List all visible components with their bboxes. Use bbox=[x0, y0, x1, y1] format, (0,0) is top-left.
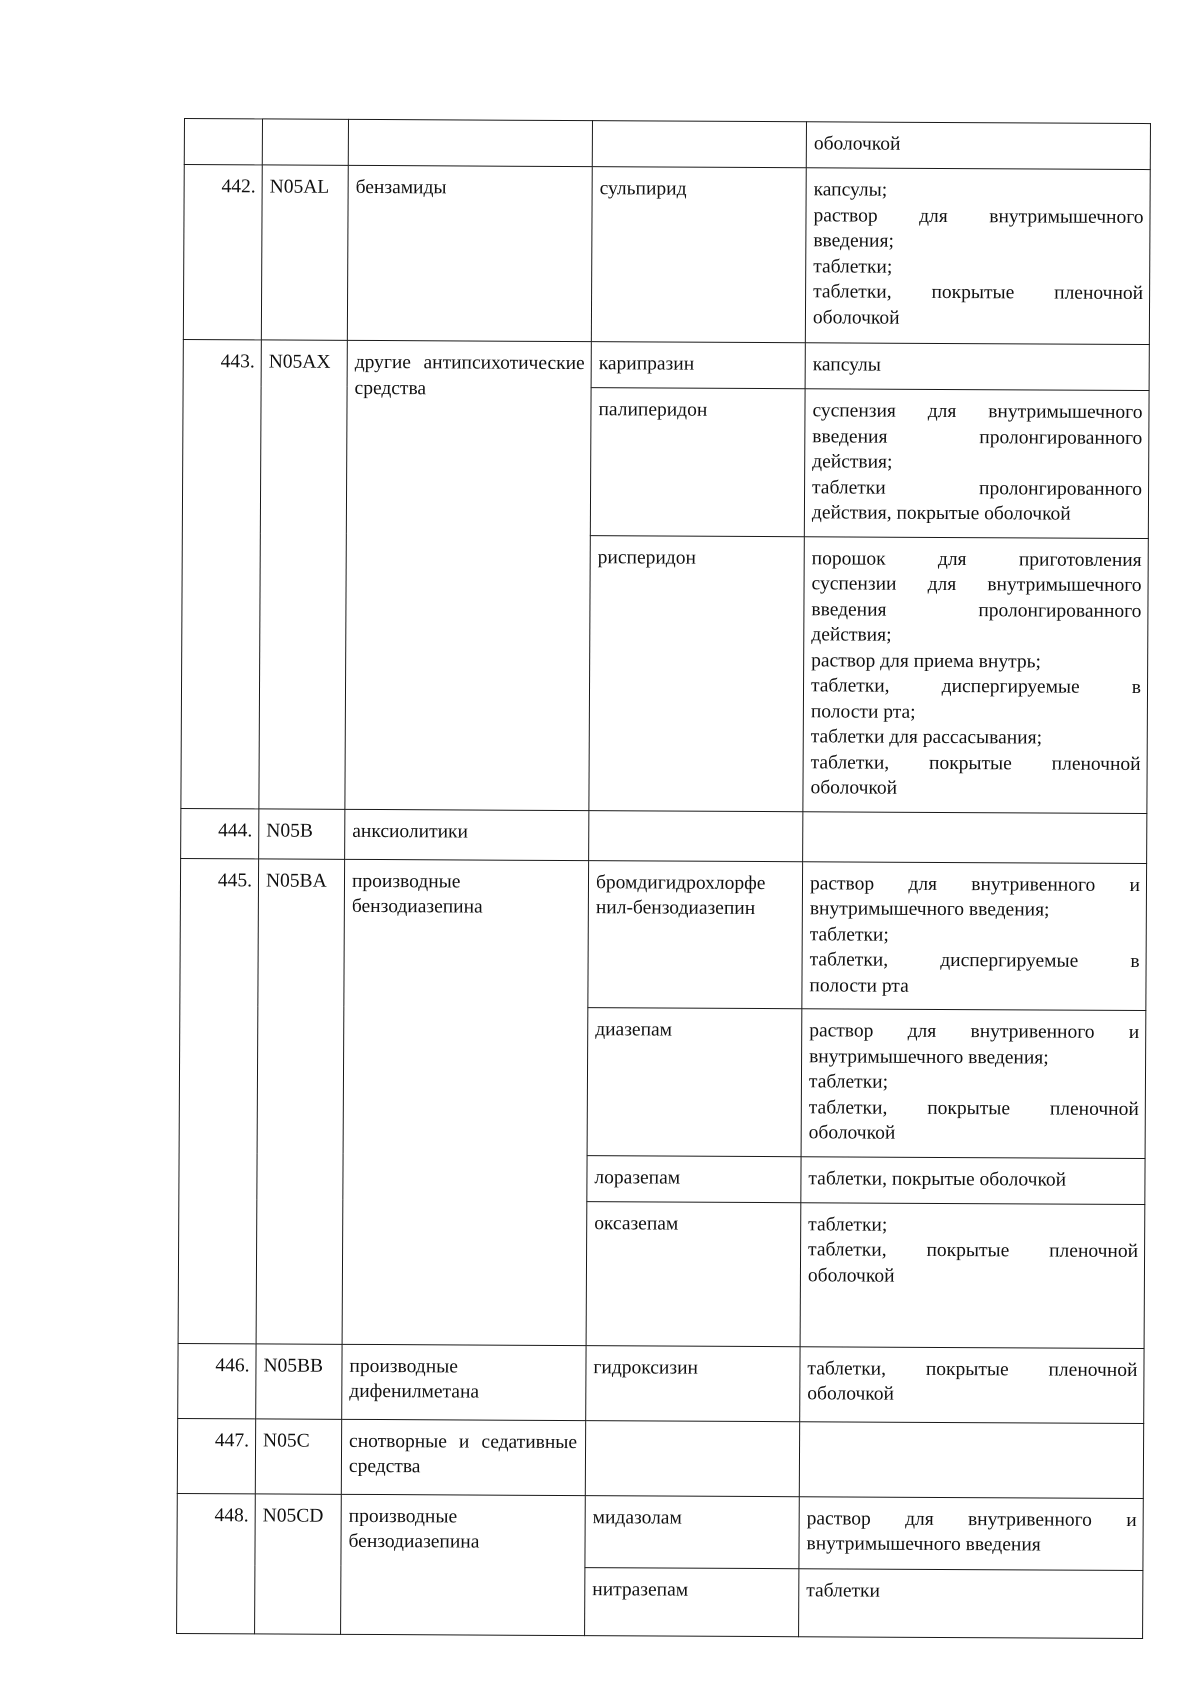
atc-group-name bbox=[348, 119, 592, 166]
atc-group-name: другие антипсихотические средства bbox=[345, 340, 591, 810]
table-row bbox=[180, 858, 1147, 1011]
dosage-form-line: полости рта; bbox=[810, 700, 916, 723]
drug-name-line: бромдигидрохлорфе bbox=[595, 871, 766, 894]
dosage-form-line: суспензии для внутримышечного bbox=[811, 573, 1142, 597]
table-row bbox=[183, 165, 1150, 345]
dosage-form-line: таблетки, покрытые пленочной bbox=[808, 1239, 1139, 1263]
dosage-form-line: введения; bbox=[813, 230, 894, 252]
dosage-form-line: полости рта bbox=[809, 974, 909, 997]
dosage-form-line: суспензия для внутримышечного bbox=[812, 400, 1143, 424]
atc-group-name: производные бензодиазепина bbox=[341, 1494, 586, 1635]
atc-code: N05BB bbox=[256, 1343, 342, 1418]
table-row bbox=[178, 1343, 1144, 1423]
dosage-form-line: оболочкой bbox=[812, 306, 900, 329]
dosage-form-line: таблетки bbox=[806, 1579, 881, 1602]
dosage-form-line: введения пролонгированного bbox=[811, 598, 1142, 622]
dosage-forms bbox=[803, 536, 1148, 813]
dosage-form-line: внутримышечного введения; bbox=[809, 898, 1050, 921]
dosage-forms bbox=[805, 168, 1150, 345]
drug-list-table bbox=[176, 118, 1151, 1639]
atc-group-name: анксиолитики bbox=[345, 809, 589, 860]
table-row bbox=[177, 1418, 1143, 1498]
drug-name-line: нил-бензодиазепин bbox=[595, 897, 756, 920]
atc-code: N05B bbox=[259, 808, 345, 858]
dosage-form-line: таблетки; bbox=[808, 1213, 888, 1236]
drug-name: нитразепам bbox=[585, 1567, 799, 1636]
table-row bbox=[183, 339, 1149, 390]
atc-group-name: производные бензодиазепина bbox=[342, 859, 589, 1345]
drug-name: палиперидон bbox=[590, 388, 805, 537]
atc-group-name: производные дифенилметана bbox=[342, 1344, 586, 1420]
drug-name bbox=[592, 121, 806, 168]
row-number: 448. bbox=[177, 1493, 256, 1633]
drug-name: оксазепам bbox=[586, 1201, 801, 1346]
dosage-form-line: оболочкой bbox=[807, 1383, 895, 1405]
row-number: 444. bbox=[181, 808, 259, 858]
dosage-forms bbox=[805, 343, 1149, 391]
drug-name bbox=[589, 810, 803, 861]
dosage-form-line: таблетки, диспергируемые в bbox=[810, 675, 1142, 699]
dosage-form-line: раствор для внутривенного и bbox=[806, 1507, 1137, 1531]
dosage-form-line: оболочкой bbox=[807, 1264, 895, 1287]
row-number: 447. bbox=[177, 1418, 255, 1493]
dosage-form-line: внутримышечного введения bbox=[806, 1533, 1041, 1556]
dosage-forms bbox=[806, 122, 1150, 170]
dosage-form-line: порошок для приготовления bbox=[811, 547, 1142, 571]
dosage-form-line: таблетки, покрытые пленочной bbox=[810, 751, 1141, 775]
dosage-forms bbox=[799, 1568, 1143, 1638]
atc-code: N05AX bbox=[259, 340, 347, 809]
drug-name: карипразин bbox=[591, 342, 805, 389]
row-number: 442. bbox=[183, 165, 262, 340]
atc-code: N05CD bbox=[255, 1493, 342, 1633]
drug-name: рисперидон bbox=[589, 535, 804, 811]
drug-name bbox=[588, 860, 803, 1009]
dosage-form-line: раствор для приема внутрь; bbox=[811, 649, 1041, 672]
dosage-form-line: таблетки; bbox=[809, 923, 889, 946]
dosage-form-line: таблетки, покрытые пленочной bbox=[808, 1096, 1139, 1120]
row-number bbox=[184, 119, 262, 165]
dosage-form-line: таблетки, покрытые оболочкой bbox=[808, 1167, 1067, 1191]
dosage-form-line: таблетки, покрытые пленочной bbox=[813, 281, 1144, 305]
table-row bbox=[184, 119, 1150, 170]
drug-name: лоразепам bbox=[587, 1155, 801, 1202]
dosage-form-line: внутримышечного введения; bbox=[809, 1045, 1049, 1069]
atc-code bbox=[262, 119, 348, 165]
dosage-form-line: капсулы; bbox=[813, 179, 888, 201]
dosage-form-line: таблетки пролонгированного bbox=[812, 476, 1143, 500]
drug-name: диазепам bbox=[587, 1008, 802, 1157]
dosage-form-line: раствор для внутривенного и bbox=[809, 1020, 1140, 1044]
drug-name bbox=[585, 1420, 799, 1496]
dosage-form-line: оболочкой bbox=[813, 133, 901, 155]
dosage-form-line: введения пролонгированного bbox=[812, 425, 1143, 449]
dosage-forms bbox=[799, 1421, 1143, 1498]
dosage-form-line: капсулы bbox=[812, 354, 881, 376]
dosage-forms bbox=[803, 811, 1147, 863]
atc-code: N05C bbox=[255, 1418, 341, 1493]
drug-name: гидроксизин bbox=[586, 1345, 800, 1421]
dosage-form-line: таблетки для рассасывания; bbox=[810, 726, 1043, 749]
row-number: 445. bbox=[178, 858, 259, 1343]
atc-code: N05AL bbox=[261, 165, 348, 340]
atc-group-name: бензамиды bbox=[347, 165, 592, 341]
drug-name: сульпирид bbox=[591, 167, 806, 343]
dosage-form-line: оболочкой bbox=[810, 777, 898, 799]
dosage-forms bbox=[799, 1496, 1143, 1570]
dosage-forms bbox=[802, 861, 1147, 1010]
group-text: снотворные и седативные средства bbox=[348, 1430, 578, 1478]
dosage-form-line: раствор для внутривенного и bbox=[809, 872, 1141, 896]
dosage-form-line: действия; bbox=[812, 451, 893, 473]
dosage-form-line: таблетки; bbox=[808, 1071, 889, 1093]
drug-name: мидазолам bbox=[585, 1495, 799, 1568]
dosage-form-line: оболочкой bbox=[808, 1122, 896, 1144]
dosage-form-line: таблетки; bbox=[813, 255, 893, 278]
dosage-forms bbox=[800, 1202, 1145, 1348]
dosage-forms bbox=[804, 389, 1149, 538]
atc-group-name bbox=[341, 1419, 585, 1495]
dosage-forms bbox=[800, 1346, 1144, 1423]
dosage-form-line: действия; bbox=[811, 624, 892, 646]
dosage-forms bbox=[801, 1009, 1146, 1158]
dosage-form-line: действия, покрытые оболочкой bbox=[811, 502, 1071, 525]
table-row bbox=[181, 808, 1147, 863]
table-row bbox=[177, 1493, 1143, 1570]
dosage-forms bbox=[801, 1156, 1145, 1204]
dosage-form-line: раствор для внутримышечного bbox=[813, 204, 1144, 228]
dosage-form-line: таблетки, диспергируемые в bbox=[809, 949, 1140, 973]
row-number: 443. bbox=[181, 339, 261, 808]
table-body bbox=[177, 119, 1151, 1639]
row-number: 446. bbox=[178, 1343, 256, 1418]
atc-code: N05BA bbox=[256, 858, 345, 1343]
dosage-form-line: таблетки, покрытые пленочной bbox=[807, 1357, 1138, 1381]
